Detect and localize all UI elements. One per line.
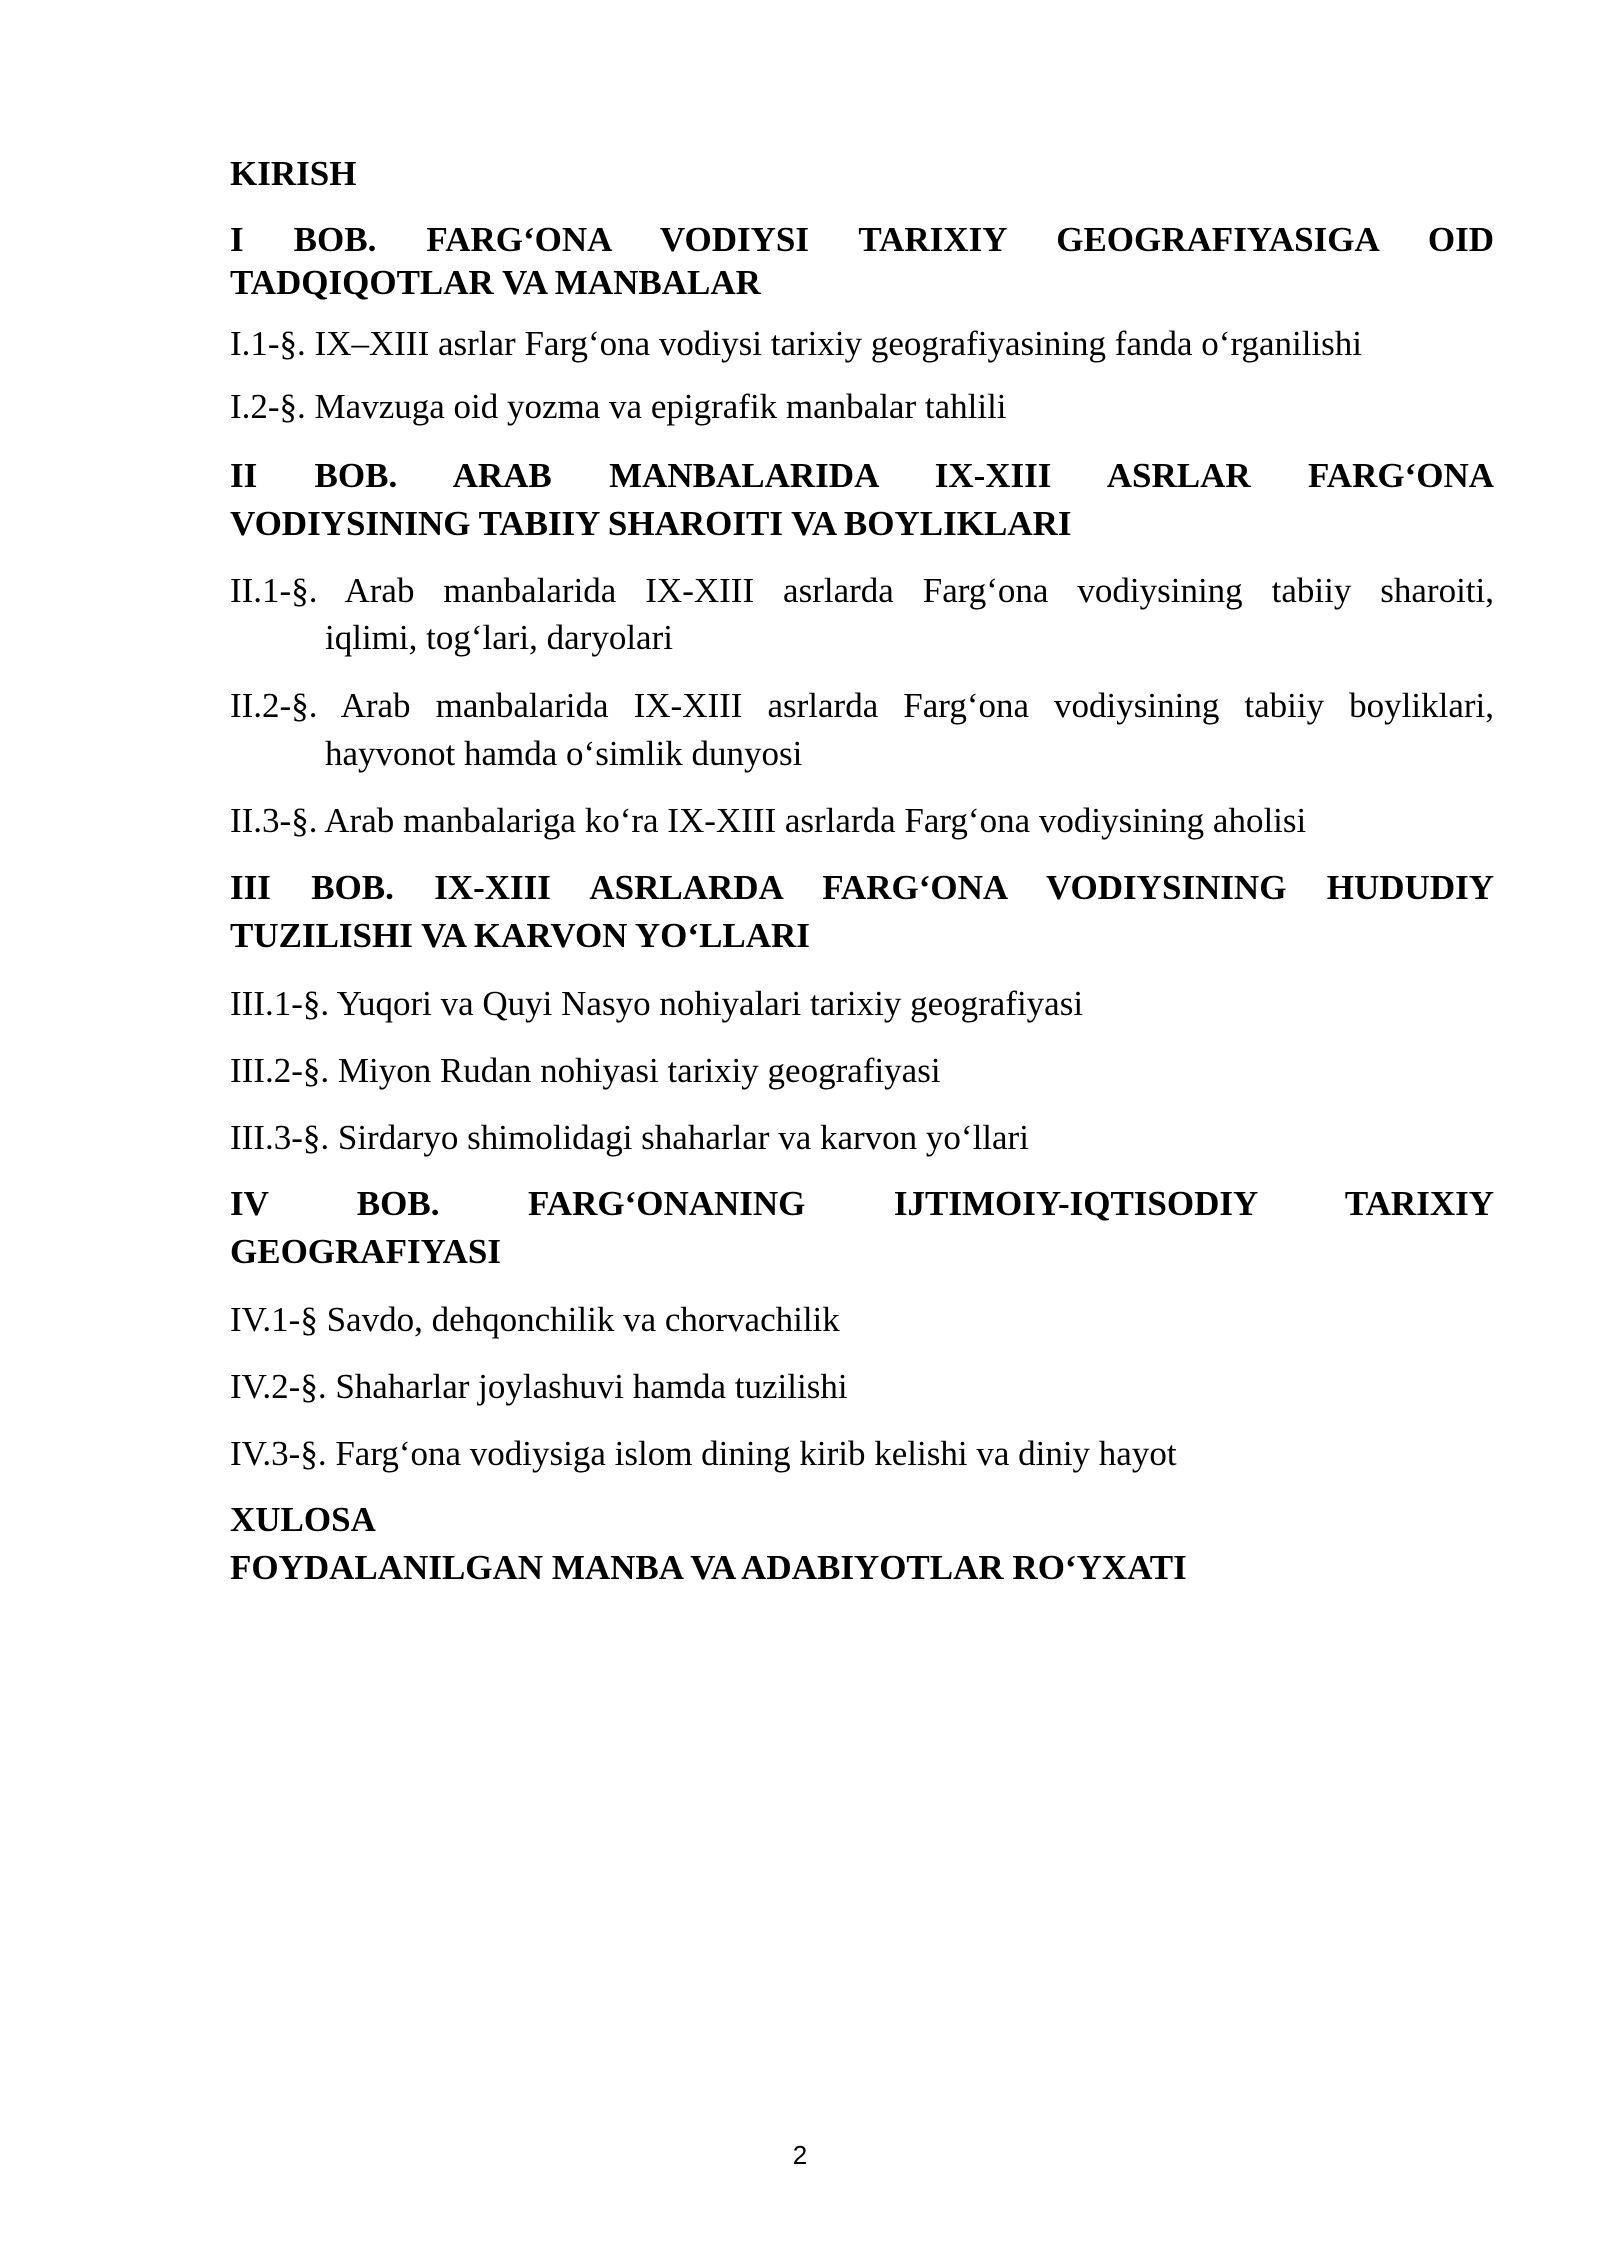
chapter-1-title-line1: I BOB. FARG‘ONA VODIYSI TARIXIY GEOGRAFIYASIGA OID (230, 220, 1494, 259)
chapter-2-title-line1: II BOB. ARAB MANBALARIDA IX-XIII ASRLAR FARG‘ONA (230, 456, 1494, 495)
section-4-1: IV.1-§ Savdo, dehqonchilik va chorvachilik (230, 1300, 840, 1339)
section-3-1: III.1-§. Yuqori va Quyi Nasyo nohiyalari tarixiy geografiyasi (230, 984, 1084, 1023)
chapter-2-title-line2: VODIYSINING TABIIY SHAROITI VA BOYLIKLARI (230, 504, 1072, 543)
section-1-2: I.2-§. Mavzuga oid yozma va epigrafik manbalar tahlili (230, 387, 1007, 426)
chapter-3-title-line1: III BOB. IX-XIII ASRLARDA FARG‘ONA VODIYSINING HUDUDIY (230, 868, 1494, 907)
chapter-4-title-line1: IV BOB. FARG‘ONANING IJTIMOIY-IQTISODIY TARIXIY (230, 1184, 1494, 1223)
page-number: 2 (792, 2140, 808, 2170)
chapter-1-title-line2: TADQIQOTLAR VA MANBALAR (230, 263, 761, 302)
section-2-1-line2: iqlimi, tog‘lari, daryolari (325, 618, 673, 657)
section-2-1-line1: II.1-§. Arab manbalarida IX-XIII asrlarda Farg‘ona vodiysining tabiiy sharoiti, (230, 571, 1494, 610)
section-4-2: IV.2-§. Shaharlar joylashuvi hamda tuzilishi (230, 1367, 848, 1406)
section-2-3: II.3-§. Arab manbalariga ko‘ra IX-XIII asrlarda Farg‘ona vodiysining aholisi (230, 801, 1307, 840)
section-2-2-line1: II.2-§. Arab manbalarida IX-XIII asrlarda Farg‘ona vodiysining tabiiy boyliklari, (230, 686, 1494, 725)
section-2-2-line2: hayvonot hamda o‘simlik dunyosi (325, 734, 803, 773)
toc-kirish: KIRISH (230, 154, 357, 193)
section-3-3: III.3-§. Sirdaryo shimolidagi shaharlar va karvon yo‘llari (230, 1118, 1029, 1157)
toc-references: FOYDALANILGAN MANBA VA ADABIYOTLAR RO‘YXATI (230, 1548, 1187, 1587)
section-1-1: I.1-§. IX–XIII asrlar Farg‘ona vodiysi tarixiy geografiyasining fanda o‘rganilishi (230, 324, 1363, 363)
chapter-3-title-line2: TUZILISHI VA KARVON YO‘LLARI (230, 916, 810, 955)
chapter-4-title-line2: GEOGRAFIYASI (230, 1232, 501, 1271)
section-3-2: III.2-§. Miyon Rudan nohiyasi tarixiy geografiyasi (230, 1051, 941, 1090)
section-4-3: IV.3-§. Farg‘ona vodiysiga islom dining kirib kelishi va diniy hayot (230, 1434, 1177, 1473)
toc-xulosa: XULOSA (230, 1500, 376, 1539)
